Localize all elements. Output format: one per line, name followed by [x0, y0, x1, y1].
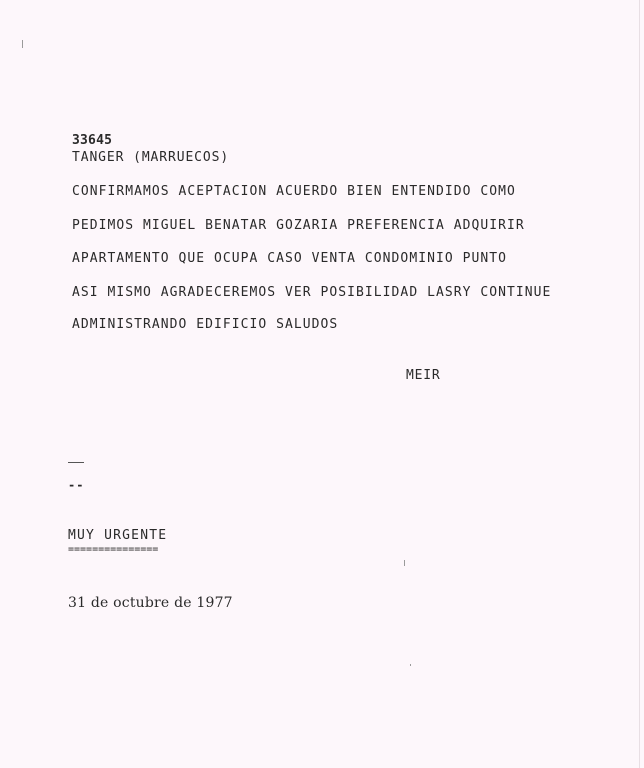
message-line: APARTAMENTO QUE OCUPA CASO VENTA CONDOMINIO PUNTO [72, 251, 507, 266]
page-edge [639, 0, 640, 768]
urgency-label: MUY URGENTE [68, 528, 168, 543]
message-line: CONFIRMAMOS ACEPTACION ACUERDO BIEN ENTENDIDO COMO [72, 184, 516, 199]
message-line: PEDIMOS MIGUEL BENATAR GOZARIA PREFERENCIA ADQUIRIR [72, 218, 525, 233]
scan-speck [410, 664, 411, 666]
scan-speck [22, 40, 23, 48]
dash-marks: -- [68, 478, 85, 492]
separator-mark [68, 462, 84, 463]
message-line: ADMINISTRANDO EDIFICIO SALUDOS [72, 317, 339, 332]
reference-number: 33645 [72, 133, 113, 148]
document-date: 31 de octubre de 1977 [68, 595, 233, 611]
urgency-underline: =============== [68, 544, 159, 555]
destination: TANGER (MARRUECOS) [72, 150, 230, 165]
signature: MEIR [406, 368, 441, 383]
scan-speck [404, 560, 405, 566]
message-line: ASI MISMO AGRADECEREMOS VER POSIBILIDAD LASRY CONTINUE [72, 285, 552, 300]
